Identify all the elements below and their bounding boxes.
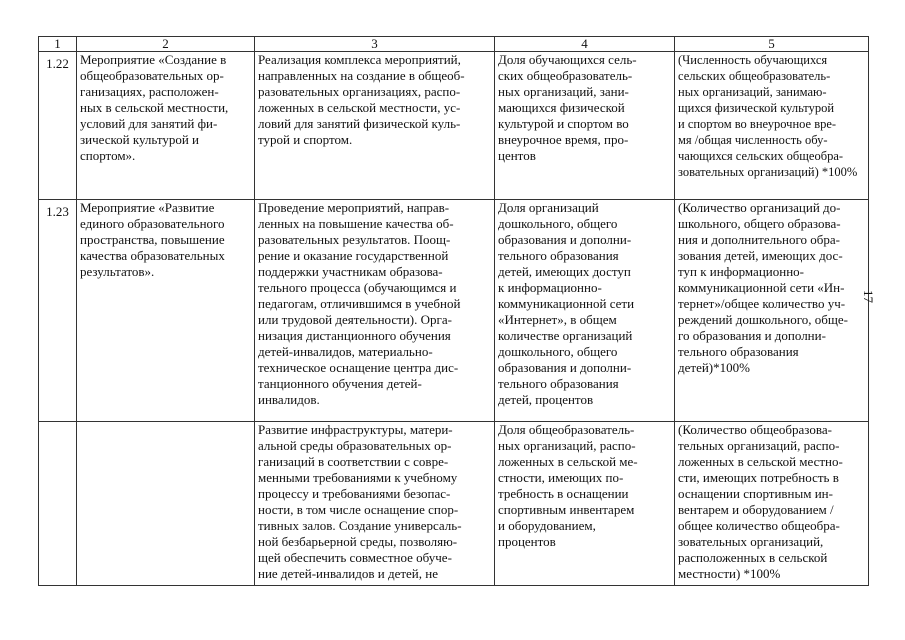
event-description: Проведение мероприятий, направ- ленных на повышение качества об- разовательных результатов. Поощ- рение и оказание государственной поддержки участникам образова- тельного процесса (обучающимся и педагогам, отличившимся в учебной или трудовой деятельности). Орга- низация дистанционного обучения детей-инвалидов, материально- техническое оснащение центра дис- танционного обучения детей- инвалидов. <box>255 200 495 422</box>
program-table <box>38 36 869 586</box>
event-name: Мероприятие «Развитие единого образовательного пространства, повышение качества образовательных результатов». <box>77 200 255 422</box>
table-row <box>39 422 869 586</box>
indicator-name: Доля общеобразователь- ных организаций, распо- ложенных в сельской ме- стности, имеющих по- требность в оснащении спортивным инвентарем и оборудованием, процентов <box>495 422 675 586</box>
row-number: 1.22 <box>39 52 77 200</box>
page-number: 17 <box>861 290 876 303</box>
indicator-formula: (Количество общеобразова- тельных организаций, распо- ложенных в сельской местно- сти, имеющих потребность в оснащении спортивным ин- вентарем и оборудованием / общее количество общеобра- зовательных организаций, расположенных в сельской местности) *100% <box>675 422 869 586</box>
header-col-2: 2 <box>77 37 255 52</box>
event-description: Развитие инфраструктуры, матери- альной среды образовательных ор- ганизаций в соответствии с совре- менными требованиями к учебному процессу и требованиями безопас- ности, в том числе оснащение спор- тивных залов. Создание универсаль- ной безбарьерной среды, позволяю- щей обеспечить совместное обуче- ние детей-инвалидов и детей, не <box>255 422 495 586</box>
event-name <box>77 422 255 586</box>
header-row <box>39 37 869 52</box>
indicator-name: Доля обучающихся сель- ских общеобразователь- ных организаций, зани- мающихся физической культурой и спортом во внеурочное время, про- центов <box>495 52 675 200</box>
header-col-1: 1 <box>39 37 77 52</box>
event-name: Мероприятие «Создание в общеобразовательных ор- ганизациях, расположен- ных в сельской местности, условий для занятий фи- зической культурой и спортом». <box>77 52 255 200</box>
row-number <box>39 422 77 586</box>
header-col-4: 4 <box>495 37 675 52</box>
row-number: 1.23 <box>39 200 77 422</box>
event-description: Реализация комплекса мероприятий, направленных на создание в общеоб- разовательных организациях, распо- ложенных в сельской местности, ус- ловий для занятий физической куль- турой и спортом. <box>255 52 495 200</box>
table-row <box>39 200 869 422</box>
indicator-formula: (Численность обучающихся сельских общеобразователь- ных организаций, занимаю- щихся физической культурой и спортом во внеурочное вре- мя /общая численность обу- чающихся сельских общеобра- зовательных организаций) *100% <box>675 52 869 200</box>
header-col-5: 5 <box>675 37 869 52</box>
indicator-name: Доля организаций дошкольного, общего образования и дополни- тельного образования детей, имеющих доступ к информационно- коммуникационной сети «Интернет», в общем количестве организаций дошкольного, общего образования и дополни- тельного образования детей, процентов <box>495 200 675 422</box>
header-col-3: 3 <box>255 37 495 52</box>
indicator-formula: (Количество организаций до- школьного, общего образова- ния и дополнительного обра- зования детей, имеющих дос- туп к информационно- коммуникационной сети «Ин- тернет»/общее количество уч- реждений дошкольного, обще- го образования и дополни- тельного образования детей)*100% <box>675 200 869 422</box>
table-row <box>39 52 869 200</box>
